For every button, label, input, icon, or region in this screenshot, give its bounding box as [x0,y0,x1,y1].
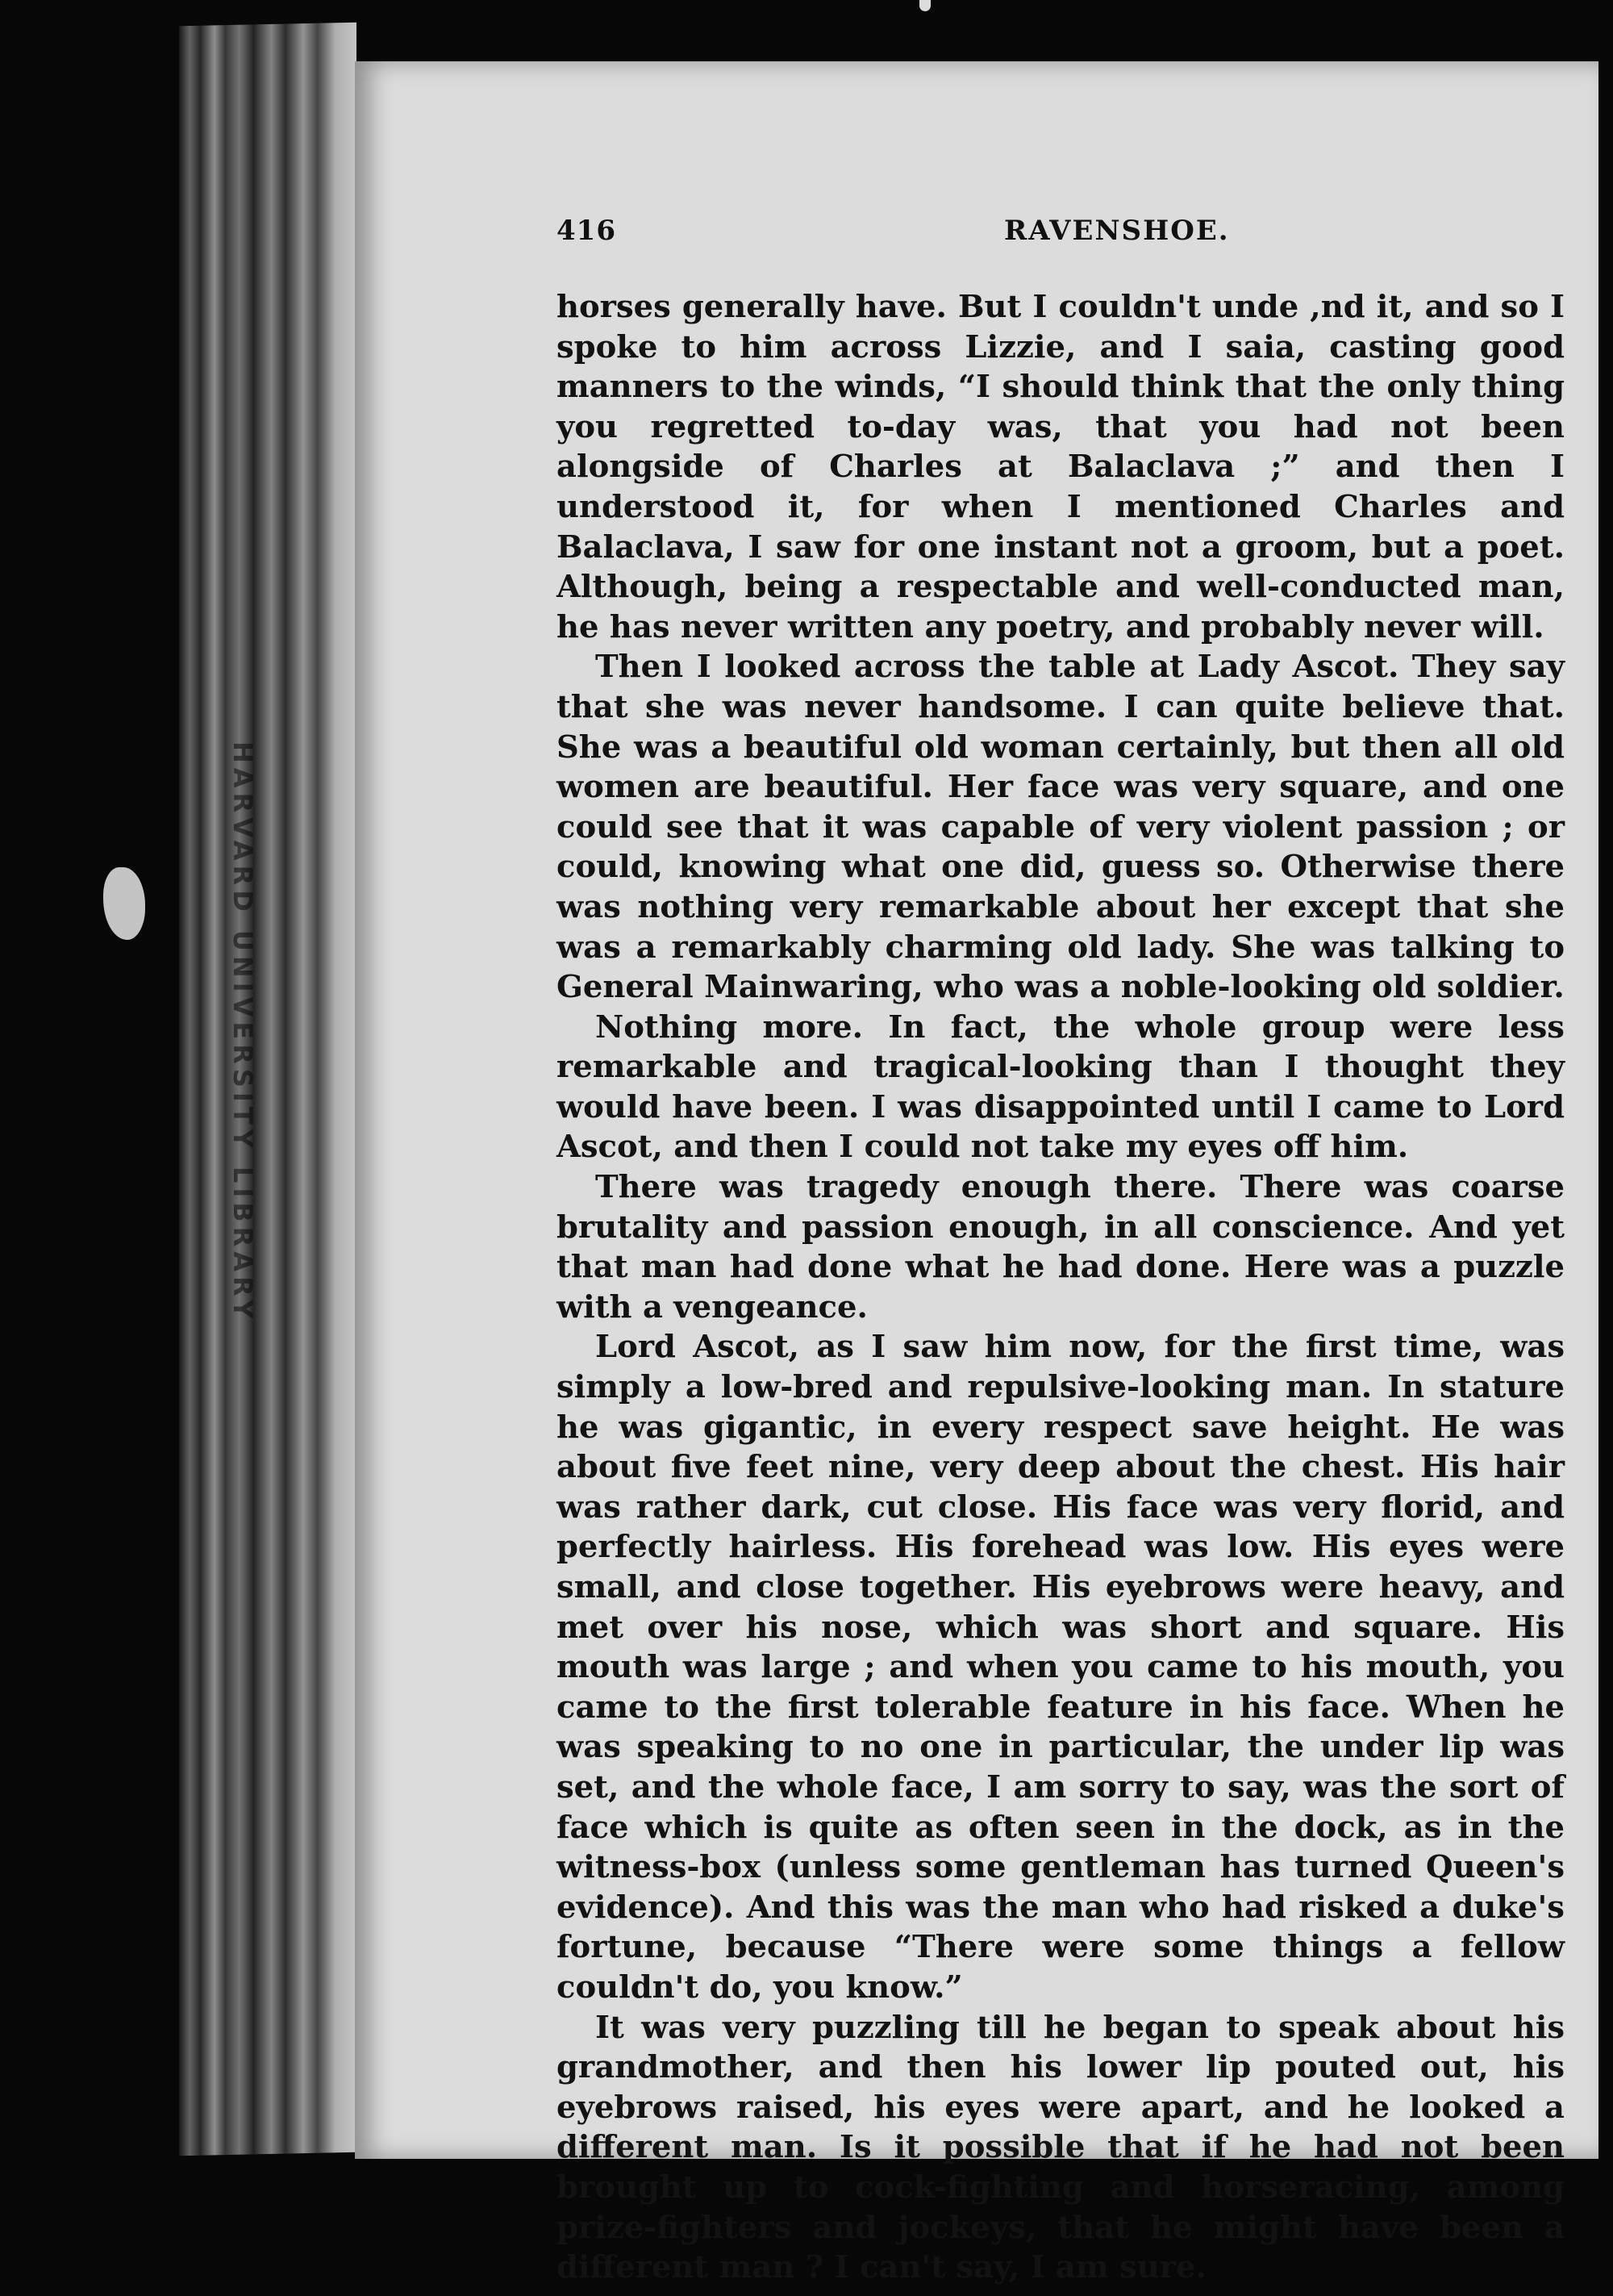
paragraph: Lord Ascot, as I saw him now, for the first time, was simply a low-bred and repulsive-looking man. In stature he was gigantic, in every respect save height. He was about five feet nine, very deep about the chest. His hair was rather dark, cut close. His face was very florid, and perfectly hairless. His forehead was low. His eyes were small, and close together. His eyebrows were heavy, and met over his nose, which was short and square. His mouth was large ; and when you came to his mouth, you came to the first tolerable feature in his face. When he was speaking to no one in particular, the under lip was set, and the whole face, I am sorry to say, was the sort of face which is quite as often seen in the dock, as in the witness-box (unless some gentleman has turned Queen's evidence). And this was the man who had risked a duke's fortune, because “There were some things a fellow couldn't do, you know.” [556,1329,1565,2006]
page-number: 416 [556,215,616,247]
paragraph: Nothing more. In fact, the whole group were less remarkable and tragical-looking than I thought they would have been. I was disappointed until I came to Lord Ascot, and then I could not take my eyes off him. [556,1008,1565,1166]
running-head [556,215,1565,263]
running-title: RAVENSHOE. [1004,215,1230,247]
book-spine-edge [179,23,356,2156]
paragraph: It was very puzzling till he began to speak about his grandmother, and then his lower lip pouted out, his eyebrows raised, his eyes were apart, and he looked a different man. Is it possible that if he had not been brought up to cock-fighting and horseracing, among prize-fighters and jockeys, that he might have been a different man ? I can't say, I am sure. [556,2009,1565,2286]
paragraph: There was tragedy enough there. There was coarse brutality and passion enough, in all conscience. And yet that man had done what he had done. Here was a puzzle with a vengeance. [556,1169,1565,1325]
library-stamp: HARVARD UNIVERSITY LIBRARY [227,741,258,1324]
body-text [556,287,1565,2288]
book-page [355,61,1598,2286]
scan-speck [919,0,931,11]
paragraph: horses generally have. But I couldn't unde ,nd it, and so I spoke to him across Lizzie, and I saia, casting good manners to the winds, “I should think that the only thing you regretted to-day was, that you had not been alongside of Charles at Balaclava ;” and then I understood it, for when I mentioned Charles and Balaclava, I saw for one instant not a groom, but a poet. Although, being a respectable and well-conducted man, he has never written any poetry, and probably never will. [556,289,1565,645]
paragraph: Then I looked across the table at Lady Ascot. They say that she was never handsome. I can quite believe that. She was a beautiful old woman certainly, but then all old women are beautiful. Her face was very square, and one could see that it was capable of very violent passion ; or could, knowing what one did, guess so. Otherwise there was nothing very remarkable about her except that she was a remarkably charming old lady. She was talking to General Mainwaring, who was a noble-looking old soldier. [556,649,1565,1006]
